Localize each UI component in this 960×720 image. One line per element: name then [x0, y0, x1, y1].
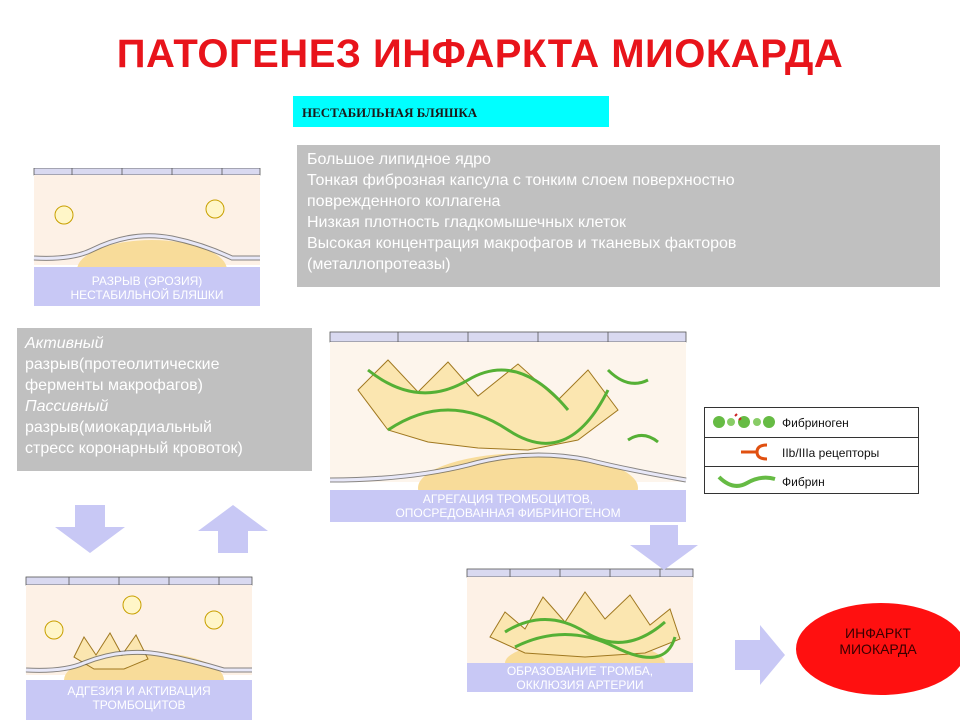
feature-line: Низкая плотность гладкомышечных клеток — [307, 214, 626, 231]
feature-line: (металлопротеазы) — [307, 256, 451, 273]
active-text: разрыв(протеолитические — [25, 356, 220, 373]
outcome-line: МИОКАРДА — [839, 641, 917, 657]
caption-line: ТРОМБОЦИТОВ — [92, 698, 186, 712]
arrow-up-icon — [198, 505, 268, 553]
adhesion-panel — [24, 575, 254, 720]
receptor-icon — [711, 440, 777, 464]
thrombus-panel — [465, 567, 695, 692]
caption-line: ОККЛЮЗИЯ АРТЕРИИ — [516, 678, 644, 692]
arrow-down-icon — [630, 525, 698, 570]
myocardial-infarction-badge — [796, 603, 960, 695]
caption-line: ОБРАЗОВАНИЕ ТРОМБА, — [506, 664, 654, 678]
arrow-down-icon — [55, 505, 125, 553]
fibrin-icon — [711, 469, 777, 493]
legend-label: Фибрин — [782, 475, 825, 489]
arrow-right-icon — [735, 625, 785, 685]
adhesion-caption — [24, 684, 254, 712]
legend-label: IIb/IIIa рецепторы — [782, 446, 880, 460]
rupture-caption — [32, 274, 262, 302]
aggregation-caption — [328, 492, 688, 520]
passive-text: стресс коронарный кровоток) — [25, 440, 243, 457]
fibrinogen-icon — [711, 410, 777, 434]
outcome-line: ИНФАРКТ — [845, 625, 911, 641]
unstable-plaque-badge: НЕСТАБИЛЬНАЯ БЛЯШКА — [293, 96, 609, 127]
passive-text: разрыв(миокардиальный — [25, 419, 212, 436]
feature-line: Большое липидное ядро — [307, 151, 491, 168]
caption-line: РАЗРЫВ (ЭРОЗИЯ) — [91, 274, 203, 288]
plaque-features-box — [297, 145, 940, 287]
caption-line: НЕСТАБИЛЬНОЙ БЛЯШКИ — [70, 288, 224, 302]
rupture-panel — [32, 168, 262, 306]
page-title: ПАТОГЕНЕЗ ИНФАРКТА МИОКАРДА — [116, 32, 844, 76]
legend-row-receptors — [705, 437, 918, 465]
legend-label: Фибриноген — [782, 416, 849, 430]
aggregation-panel — [328, 330, 688, 522]
caption-line: АДГЕЗИЯ И АКТИВАЦИЯ — [67, 684, 211, 698]
active-text: ферменты макрофагов) — [25, 377, 203, 394]
active-label: Активный — [25, 335, 104, 352]
caption-line: АГРЕГАЦИЯ ТРОМБОЦИТОВ, — [422, 492, 594, 506]
feature-line: Тонкая фиброзная капсула с тонким слоем поверхностно — [307, 172, 735, 189]
legend — [704, 407, 919, 494]
feature-line: поврежденного коллагена — [307, 193, 501, 210]
passive-label: Пассивный — [25, 398, 109, 415]
feature-line: Высокая концентрация макрофагов и тканевых факторов — [307, 235, 737, 252]
legend-row-fibrin — [705, 466, 918, 494]
caption-line: ОПОСРЕДОВАННАЯ ФИБРИНОГЕНОМ — [395, 506, 621, 520]
thrombus-caption — [465, 664, 695, 692]
legend-row-fibrinogen — [705, 408, 918, 436]
rupture-mechanisms-box — [17, 328, 312, 471]
